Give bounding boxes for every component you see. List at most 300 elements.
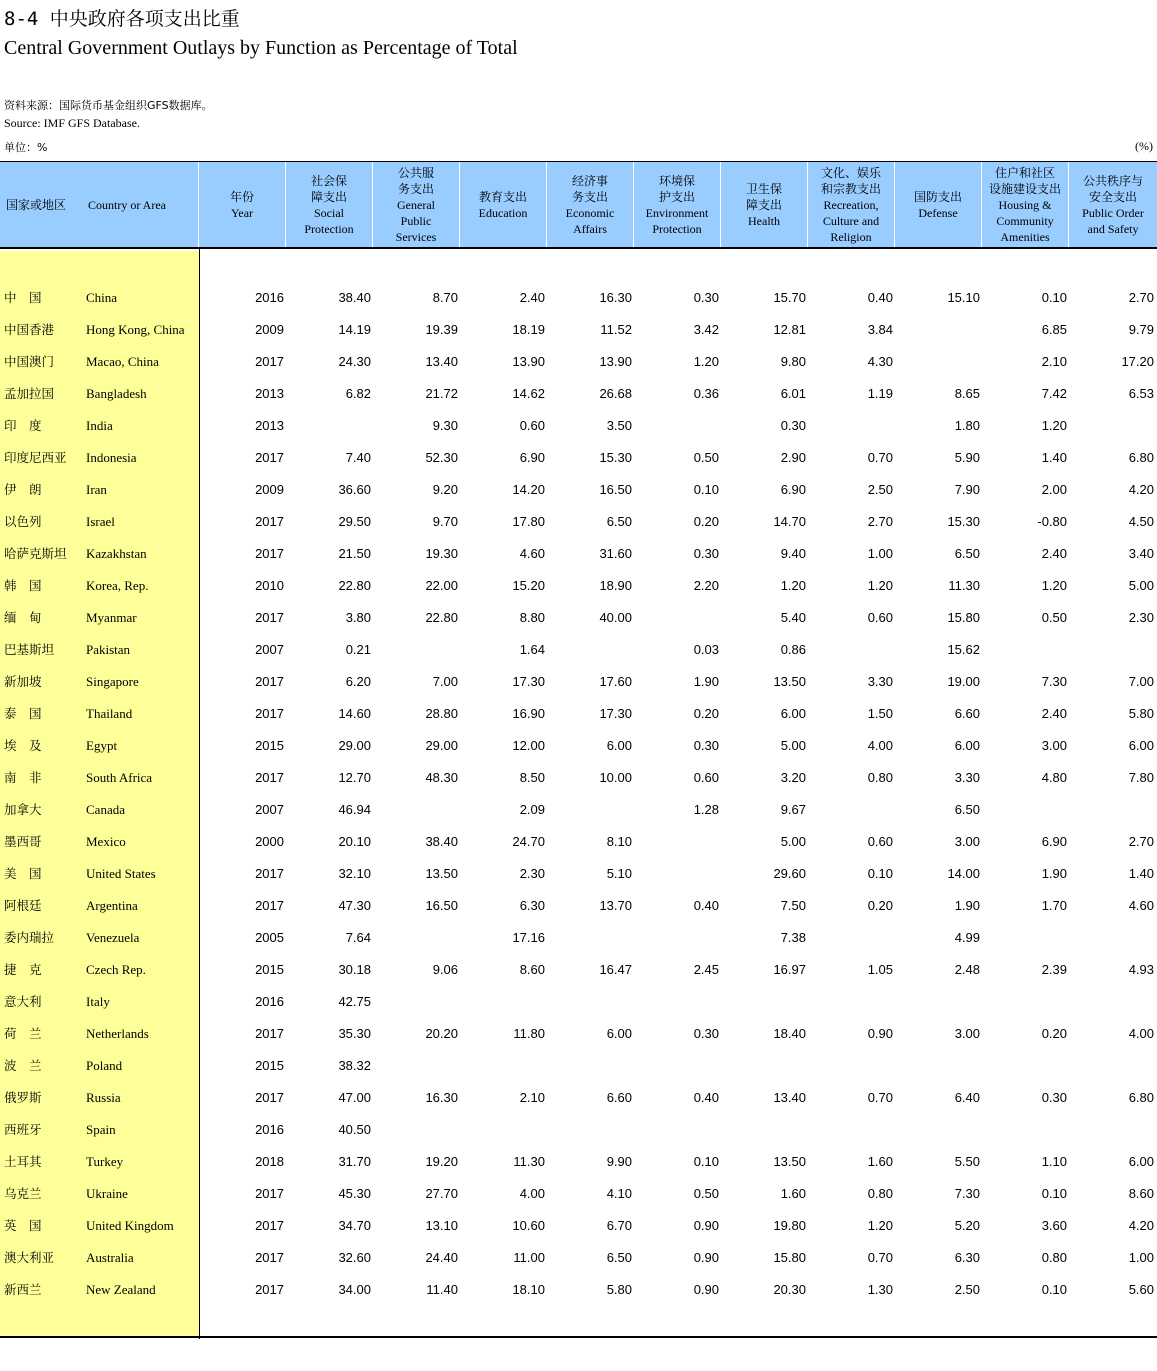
value-cell: 0.50 — [693, 1186, 719, 1201]
year-cell: 2017 — [255, 1026, 284, 1041]
value-cell: 4.50 — [1128, 514, 1154, 529]
value-cell: 47.30 — [338, 898, 371, 913]
value-cell: 0.40 — [693, 898, 719, 913]
value-cell: 0.60 — [693, 770, 719, 785]
year-cell: 2018 — [255, 1154, 284, 1169]
value-cell: 0.86 — [780, 642, 806, 657]
value-cell: 13.90 — [512, 354, 545, 369]
value-cell: 36.60 — [338, 482, 371, 497]
value-cell: 14.62 — [512, 386, 545, 401]
country-name-cn: 孟加拉国 — [4, 386, 55, 401]
country-name-en: Hong Kong, China — [86, 322, 185, 337]
value-cell: 6.40 — [954, 1090, 980, 1105]
value-cell: 38.40 — [425, 834, 458, 849]
value-cell: 0.36 — [693, 386, 719, 401]
value-cell: 6.80 — [1128, 450, 1154, 465]
year-cell: 2007 — [255, 802, 284, 817]
header-col-en: Defense — [918, 205, 958, 220]
value-cell: 2.30 — [1128, 610, 1154, 625]
value-cell: 3.30 — [954, 770, 980, 785]
year-cell: 2017 — [255, 450, 284, 465]
year-cell: 2009 — [255, 322, 284, 337]
header-recreation-culture-religion — [808, 162, 895, 247]
value-cell: 0.40 — [693, 1090, 719, 1105]
value-cell: 0.20 — [693, 514, 719, 529]
header-col-en: General Public Services — [395, 197, 437, 244]
value-cell: 2.70 — [867, 514, 893, 529]
page-title-en: Central Government Outlays by Function as Percentage of Total — [4, 37, 518, 59]
value-cell: 3.42 — [693, 322, 719, 337]
value-cell: 2.50 — [867, 482, 893, 497]
value-cell: 3.00 — [954, 1026, 980, 1041]
value-cell: 4.00 — [1128, 1026, 1154, 1041]
year-cell: 2007 — [255, 642, 284, 657]
table-header — [0, 161, 1157, 249]
country-name-en: Australia — [86, 1250, 134, 1265]
value-cell: 42.75 — [338, 994, 371, 1009]
year-cell: 2009 — [255, 482, 284, 497]
value-cell: 5.00 — [1128, 578, 1154, 593]
value-cell: 6.00 — [1128, 738, 1154, 753]
country-name-en: South Africa — [86, 770, 153, 785]
country-name-en: Ukraine — [86, 1186, 128, 1201]
table-row — [0, 961, 1157, 993]
value-cell: 21.72 — [425, 386, 458, 401]
value-cell: 3.40 — [1128, 546, 1154, 561]
value-cell: 3.00 — [954, 834, 980, 849]
country-name-cn: 埃 及 — [4, 738, 42, 753]
value-cell: 19.80 — [773, 1218, 806, 1233]
value-cell: 1.70 — [1041, 898, 1067, 913]
value-cell: 4.10 — [606, 1186, 632, 1201]
value-cell: 9.30 — [432, 418, 458, 433]
table-row — [0, 705, 1157, 737]
country-name-cn: 以色列 — [4, 514, 42, 529]
header-col-en: Environment Protection — [645, 205, 709, 236]
value-cell: 22.00 — [425, 578, 458, 593]
value-cell: 13.50 — [425, 866, 458, 881]
value-cell: 0.90 — [693, 1250, 719, 1265]
value-cell: 6.60 — [606, 1090, 632, 1105]
value-cell: 9.06 — [432, 962, 458, 977]
year-cell: 2017 — [255, 1090, 284, 1105]
table-row — [0, 545, 1157, 577]
value-cell: 0.03 — [693, 642, 719, 657]
value-cell: 6.20 — [345, 674, 371, 689]
value-cell: 8.60 — [1128, 1186, 1154, 1201]
value-cell: 6.00 — [606, 738, 632, 753]
value-cell: 14.70 — [773, 514, 806, 529]
value-cell: 6.50 — [954, 546, 980, 561]
country-name-cn: 美 国 — [4, 866, 42, 881]
value-cell: 15.10 — [947, 290, 980, 305]
value-cell: 6.50 — [606, 1250, 632, 1265]
value-cell: 17.30 — [512, 674, 545, 689]
value-cell: 13.90 — [599, 354, 632, 369]
value-cell: 46.94 — [338, 802, 371, 817]
value-cell: 8.80 — [519, 610, 545, 625]
value-cell: 1.20 — [693, 354, 719, 369]
value-cell: 3.20 — [780, 770, 806, 785]
table-row — [0, 1121, 1157, 1153]
value-cell: 0.60 — [867, 834, 893, 849]
country-name-cn: 中国澳门 — [4, 354, 55, 369]
country-name-cn: 土耳其 — [4, 1154, 42, 1169]
value-cell: 1.00 — [867, 546, 893, 561]
value-cell: 1.20 — [867, 578, 893, 593]
value-cell: 1.40 — [1041, 450, 1067, 465]
value-cell: 0.80 — [1041, 1250, 1067, 1265]
header-year — [199, 162, 286, 247]
value-cell: 15.20 — [512, 578, 545, 593]
country-name-en: Pakistan — [86, 642, 131, 657]
country-name-en: Singapore — [86, 674, 139, 689]
value-cell: 27.70 — [425, 1186, 458, 1201]
value-cell: 32.60 — [338, 1250, 371, 1265]
value-cell: 1.90 — [693, 674, 719, 689]
year-cell: 2017 — [255, 610, 284, 625]
value-cell: 5.20 — [954, 1218, 980, 1233]
value-cell: 2.20 — [693, 578, 719, 593]
value-cell: 2.40 — [1041, 706, 1067, 721]
value-cell: 6.50 — [954, 802, 980, 817]
value-cell: 2.70 — [1128, 290, 1154, 305]
header-health — [721, 162, 808, 247]
table-row — [0, 385, 1157, 417]
year-cell: 2017 — [255, 1186, 284, 1201]
country-name-en: Venezuela — [86, 930, 140, 945]
value-cell: 0.30 — [693, 546, 719, 561]
value-cell: 48.30 — [425, 770, 458, 785]
value-cell: 1.80 — [954, 418, 980, 433]
year-cell: 2017 — [255, 514, 284, 529]
value-cell: 11.00 — [513, 1250, 545, 1265]
value-cell: 4.00 — [867, 738, 893, 753]
country-name-en: Netherlands — [86, 1026, 149, 1041]
header-housing-community — [982, 162, 1069, 247]
value-cell: 11.40 — [426, 1282, 458, 1297]
country-name-cn: 伊 朗 — [4, 482, 42, 497]
header-col-cn: 教育支出 — [478, 189, 527, 204]
table-row — [0, 833, 1157, 865]
header-economic-affairs — [547, 162, 634, 247]
year-cell: 2017 — [255, 674, 284, 689]
value-cell: 2.10 — [519, 1090, 545, 1105]
value-cell: 1.64 — [519, 642, 545, 657]
value-cell: 0.10 — [1041, 1186, 1067, 1201]
value-cell: 16.97 — [773, 962, 806, 977]
value-cell: 6.90 — [1041, 834, 1067, 849]
country-name-en: United Kingdom — [86, 1218, 174, 1233]
value-cell: 0.21 — [345, 642, 371, 657]
year-cell: 2017 — [255, 1218, 284, 1233]
value-cell: 5.80 — [606, 1282, 632, 1297]
value-cell: 0.10 — [1041, 1282, 1067, 1297]
value-cell: 10.60 — [512, 1218, 545, 1233]
value-cell: 10.00 — [599, 770, 632, 785]
value-cell: 0.70 — [867, 1250, 893, 1265]
table-row — [0, 897, 1157, 929]
value-cell: 2.70 — [1128, 834, 1154, 849]
country-name-en: Russia — [86, 1090, 121, 1105]
year-cell: 2016 — [255, 1122, 284, 1137]
unit-label-cn: 单位：% — [4, 141, 48, 154]
value-cell: 0.70 — [867, 1090, 893, 1105]
country-name-en: Spain — [86, 1122, 116, 1137]
value-cell: 29.50 — [338, 514, 371, 529]
header-col-cn: 文化、娱乐 和宗教支出 — [820, 165, 881, 196]
country-name-en: Argentina — [86, 898, 138, 913]
value-cell: 1.90 — [1041, 866, 1067, 881]
value-cell: 2.45 — [693, 962, 719, 977]
value-cell: 2.90 — [780, 450, 806, 465]
country-name-cn: 中 国 — [4, 290, 42, 305]
value-cell: 14.19 — [338, 322, 371, 337]
value-cell: 6.53 — [1128, 386, 1154, 401]
value-cell: 5.10 — [606, 866, 632, 881]
table-row — [0, 993, 1157, 1025]
value-cell: 0.70 — [867, 450, 893, 465]
value-cell: 1.10 — [1041, 1154, 1067, 1169]
value-cell: 4.60 — [519, 546, 545, 561]
value-cell: 7.40 — [345, 450, 371, 465]
table-row — [0, 1249, 1157, 1281]
value-cell: 6.00 — [780, 706, 806, 721]
country-name-cn: 南 非 — [4, 770, 42, 785]
value-cell: 5.60 — [1128, 1282, 1154, 1297]
year-cell: 2017 — [255, 770, 284, 785]
value-cell: 3.30 — [867, 674, 893, 689]
table-row — [0, 481, 1157, 513]
value-cell: 0.90 — [693, 1218, 719, 1233]
country-name-en: Czech Rep. — [86, 962, 146, 977]
country-name-cn: 捷 克 — [4, 962, 42, 977]
value-cell: 0.90 — [693, 1282, 719, 1297]
country-name-en: Macao, China — [86, 354, 159, 369]
country-name-en: Kazakhstan — [86, 546, 147, 561]
value-cell: 1.40 — [1128, 866, 1154, 881]
value-cell: 0.30 — [693, 290, 719, 305]
table-row — [0, 1281, 1157, 1313]
table-row — [0, 609, 1157, 641]
value-cell: 1.60 — [780, 1186, 806, 1201]
value-cell: 16.50 — [425, 898, 458, 913]
value-cell: 16.90 — [512, 706, 545, 721]
year-cell: 2017 — [255, 866, 284, 881]
value-cell: 7.00 — [432, 674, 458, 689]
country-name-cn: 英 国 — [4, 1218, 42, 1233]
value-cell: 9.67 — [780, 802, 806, 817]
value-cell: 31.60 — [599, 546, 632, 561]
header-general-public-services — [373, 162, 460, 247]
value-cell: 1.60 — [867, 1154, 893, 1169]
value-cell: 31.70 — [338, 1154, 371, 1169]
value-cell: 6.82 — [345, 386, 371, 401]
header-col-cn: 国防支出 — [913, 189, 962, 204]
value-cell: 0.10 — [1041, 290, 1067, 305]
value-cell: 2.10 — [1041, 354, 1067, 369]
value-cell: 11.52 — [600, 322, 632, 337]
table-row — [0, 641, 1157, 673]
value-cell: 17.60 — [599, 674, 632, 689]
value-cell: 19.20 — [425, 1154, 458, 1169]
source-note-en: Source: IMF GFS Database. — [4, 116, 140, 130]
value-cell: 16.47 — [599, 962, 632, 977]
year-cell: 2013 — [255, 418, 284, 433]
table-row — [0, 737, 1157, 769]
value-cell: 0.10 — [867, 866, 893, 881]
header-col-cn: 公共服 务支出 — [397, 165, 434, 196]
country-name-en: China — [86, 290, 118, 305]
table-row — [0, 769, 1157, 801]
value-cell: 14.20 — [512, 482, 545, 497]
value-cell: 26.68 — [599, 386, 632, 401]
table-row — [0, 289, 1157, 321]
table-row — [0, 321, 1157, 353]
country-name-en: Thailand — [86, 706, 133, 721]
value-cell: 4.80 — [1041, 770, 1067, 785]
value-cell: 9.20 — [432, 482, 458, 497]
value-cell: 7.38 — [780, 930, 806, 945]
country-name-cn: 意大利 — [4, 994, 42, 1009]
value-cell: 7.42 — [1041, 386, 1067, 401]
source-note-cn: 资料来源：国际货币基金组织GFS数据库。 — [4, 99, 213, 112]
value-cell: 6.90 — [519, 450, 545, 465]
value-cell: 3.60 — [1041, 1218, 1067, 1233]
value-cell: 15.80 — [773, 1250, 806, 1265]
year-cell: 2015 — [255, 1058, 284, 1073]
value-cell: 22.80 — [338, 578, 371, 593]
value-cell: 35.30 — [338, 1026, 371, 1041]
year-cell: 2017 — [255, 1282, 284, 1297]
value-cell: 9.40 — [780, 546, 806, 561]
header-education — [460, 162, 547, 247]
value-cell: 7.80 — [1128, 770, 1154, 785]
value-cell: 12.00 — [512, 738, 545, 753]
value-cell: 13.40 — [425, 354, 458, 369]
value-cell: 2.30 — [519, 866, 545, 881]
value-cell: 4.60 — [1128, 898, 1154, 913]
value-cell: 5.80 — [1128, 706, 1154, 721]
value-cell: 6.30 — [519, 898, 545, 913]
year-cell: 2010 — [255, 578, 284, 593]
country-name-cn: 俄罗斯 — [4, 1090, 42, 1105]
country-name-cn: 荷 兰 — [4, 1026, 42, 1041]
value-cell: 0.10 — [693, 482, 719, 497]
value-cell: 8.70 — [432, 290, 458, 305]
value-cell: 3.80 — [345, 610, 371, 625]
value-cell: 6.50 — [606, 514, 632, 529]
country-name-cn: 委内瑞拉 — [4, 930, 55, 945]
header-col-cn: 公共秩序与 安全支出 — [1082, 173, 1143, 204]
value-cell: 2.40 — [519, 290, 545, 305]
country-name-cn: 新西兰 — [4, 1282, 42, 1297]
value-cell: -0.80 — [1037, 514, 1067, 529]
value-cell: 29.60 — [773, 866, 806, 881]
value-cell: 30.18 — [338, 962, 371, 977]
country-name-en: Canada — [86, 802, 125, 817]
header-col-en: Education — [478, 205, 528, 220]
value-cell: 17.20 — [1121, 354, 1154, 369]
value-cell: 17.30 — [599, 706, 632, 721]
value-cell: 40.00 — [599, 610, 632, 625]
value-cell: 13.10 — [425, 1218, 458, 1233]
country-name-cn: 中国香港 — [4, 322, 55, 337]
country-name-cn: 哈萨克斯坦 — [4, 546, 67, 561]
country-name-cn: 乌克兰 — [4, 1186, 42, 1201]
header-country-en: Country or Area — [88, 197, 166, 212]
table-row — [0, 353, 1157, 385]
value-cell: 0.50 — [693, 450, 719, 465]
table-row — [0, 1089, 1157, 1121]
country-name-en: Myanmar — [86, 610, 137, 625]
table-row — [0, 673, 1157, 705]
header-col-en: Economic Affairs — [565, 205, 615, 236]
value-cell: 15.30 — [947, 514, 980, 529]
value-cell: 3.00 — [1041, 738, 1067, 753]
value-cell: 24.30 — [338, 354, 371, 369]
country-name-en: Iran — [86, 482, 107, 497]
year-cell: 2013 — [255, 386, 284, 401]
table-row — [0, 801, 1157, 833]
value-cell: 15.30 — [599, 450, 632, 465]
country-name-cn: 缅 甸 — [4, 610, 42, 625]
value-cell: 4.20 — [1128, 1218, 1154, 1233]
value-cell: 14.00 — [947, 866, 980, 881]
table-row — [0, 513, 1157, 545]
country-name-en: United States — [86, 866, 156, 881]
value-cell: 18.90 — [599, 578, 632, 593]
table-row — [0, 577, 1157, 609]
year-cell: 2016 — [255, 290, 284, 305]
year-cell: 2016 — [255, 994, 284, 1009]
header-year-en: Year — [230, 205, 254, 220]
value-cell: 0.30 — [1041, 1090, 1067, 1105]
value-cell: 4.30 — [867, 354, 893, 369]
country-name-en: Egypt — [86, 738, 118, 753]
value-cell: 8.10 — [606, 834, 632, 849]
value-cell: 29.00 — [425, 738, 458, 753]
value-cell: 38.40 — [338, 290, 371, 305]
value-cell: 0.30 — [693, 738, 719, 753]
value-cell: 8.60 — [519, 962, 545, 977]
header-col-en: Social Protection — [304, 205, 354, 236]
value-cell: 0.50 — [1041, 610, 1067, 625]
country-name-cn: 印 度 — [4, 418, 42, 433]
value-cell: 14.60 — [338, 706, 371, 721]
value-cell: 7.64 — [345, 930, 371, 945]
country-name-en: Turkey — [86, 1154, 124, 1169]
value-cell: 2.40 — [1041, 546, 1067, 561]
year-cell: 2005 — [255, 930, 284, 945]
unit-label-en: (%) — [1135, 139, 1153, 153]
value-cell: 13.50 — [773, 674, 806, 689]
value-cell: 4.20 — [1128, 482, 1154, 497]
value-cell: 1.20 — [1041, 578, 1067, 593]
value-cell: 2.00 — [1041, 482, 1067, 497]
page-title-cn: 8-4 中央政府各项支出比重 — [4, 8, 240, 30]
country-name-en: Israel — [86, 514, 115, 529]
value-cell: 12.81 — [773, 322, 806, 337]
header-col-en: Health — [748, 213, 780, 228]
value-cell: 0.80 — [867, 770, 893, 785]
value-cell: 2.50 — [954, 1282, 980, 1297]
value-cell: 4.93 — [1128, 962, 1154, 977]
header-col-en: Public Order and Safety — [1082, 205, 1144, 236]
value-cell: 4.00 — [519, 1186, 545, 1201]
value-cell: 5.40 — [780, 610, 806, 625]
year-cell: 2017 — [255, 546, 284, 561]
